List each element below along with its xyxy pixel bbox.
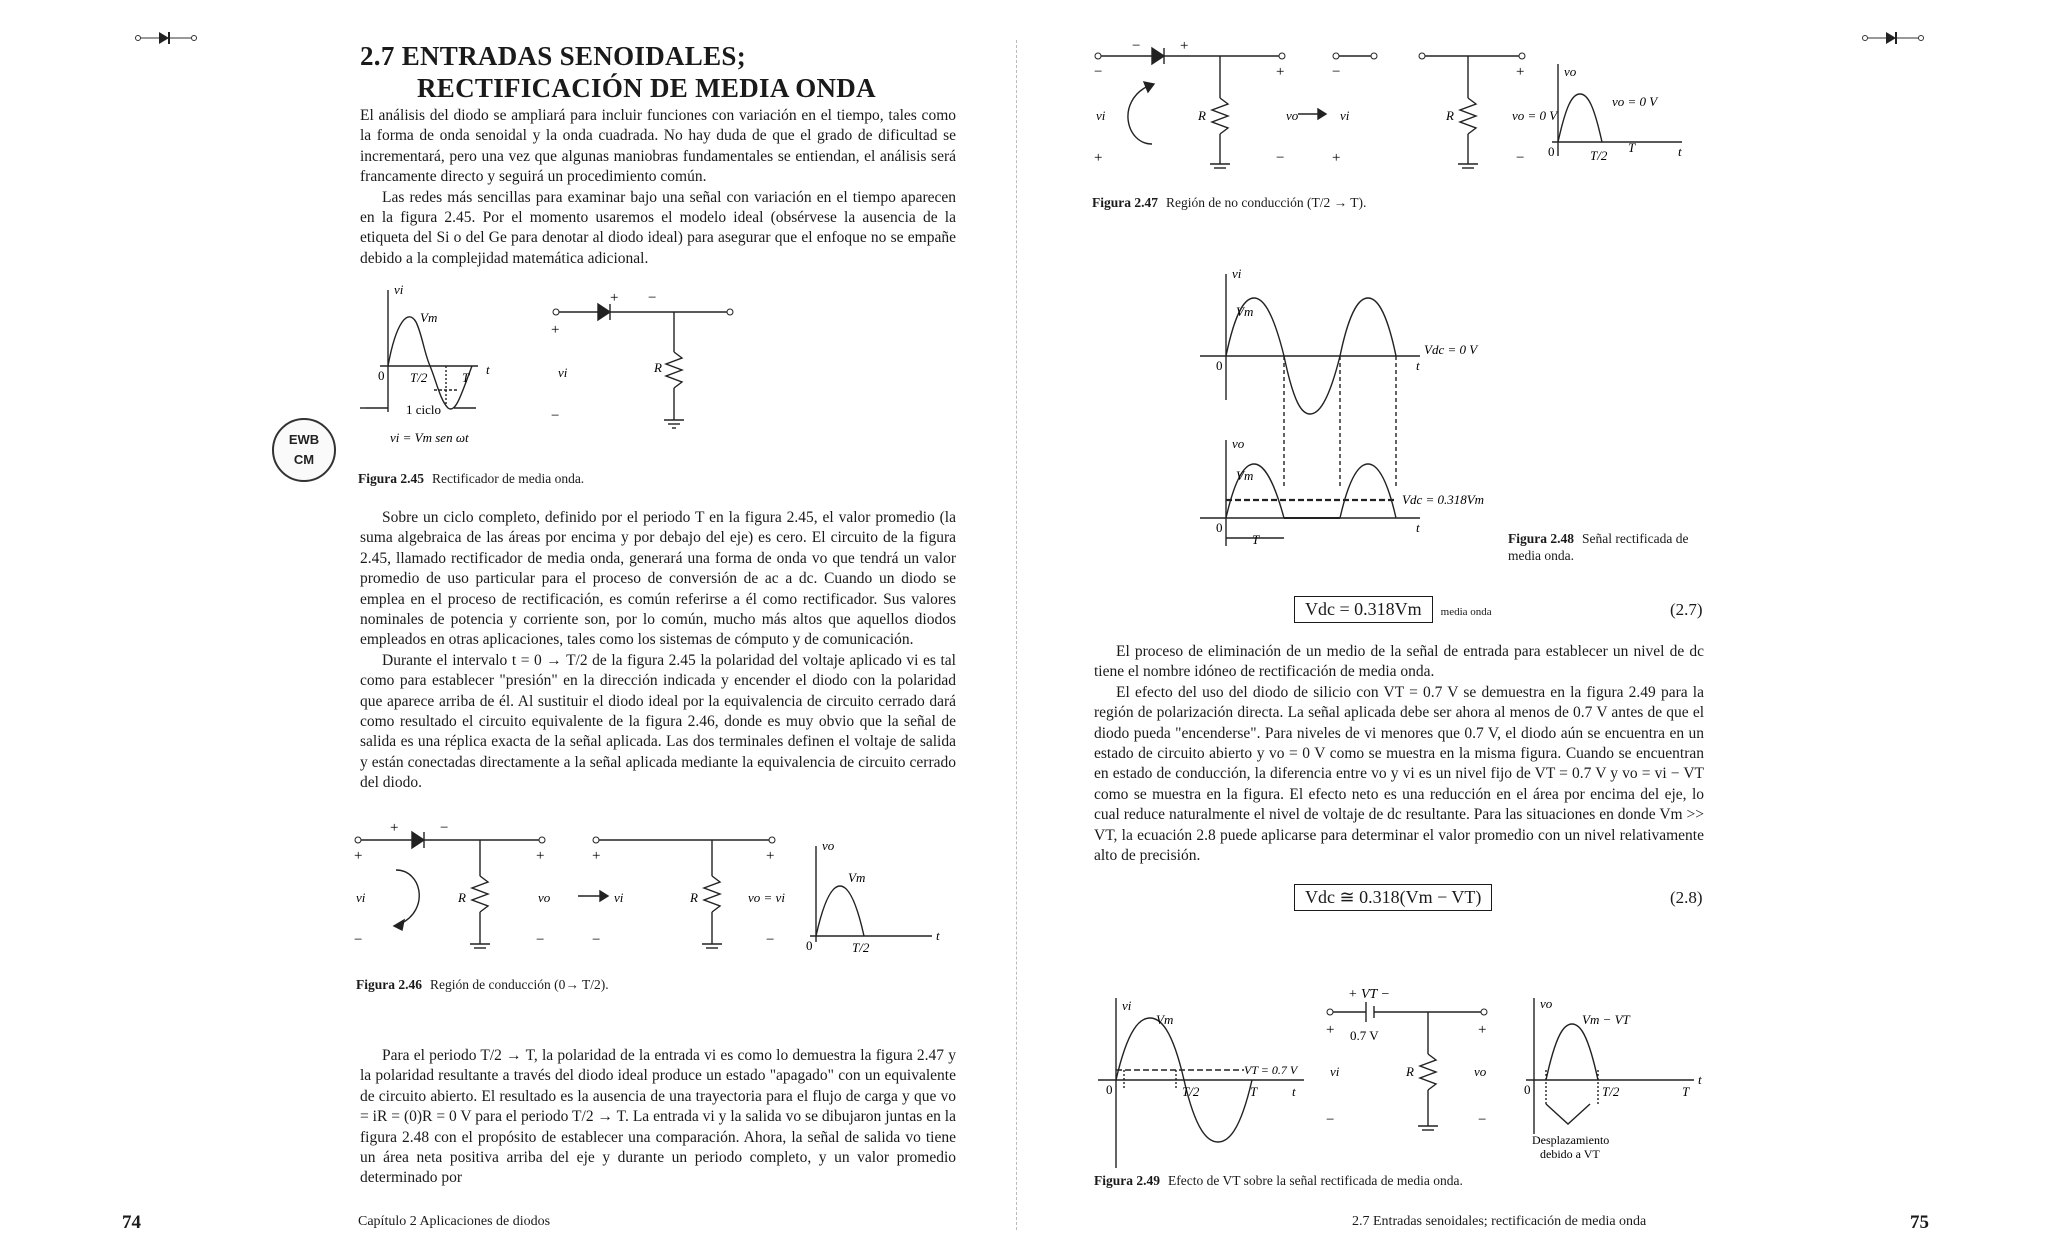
- caption-number: Figura 2.45: [358, 471, 424, 486]
- vt-polarity-label: + VT −: [1348, 987, 1390, 1002]
- vo-axis-label: vo: [822, 838, 835, 853]
- caption-text: Región de no conducción (T/2 → T).: [1166, 195, 1367, 210]
- vi-axis-label: vi: [1232, 268, 1242, 281]
- equiv-minus-sign: −: [592, 932, 601, 948]
- figure-2-45-drawing: [358, 282, 758, 462]
- caption-text: Región de conducción (0→ T/2).: [430, 977, 609, 992]
- vm-minus-vt-label: Vm − VT: [1582, 1012, 1630, 1027]
- right-page-footer: 2.7 Entradas senoidales; rectificación de media onda: [1352, 1214, 1647, 1229]
- figure-2-48-drawing: [1196, 268, 1496, 568]
- vi-axis-label: vi: [394, 282, 404, 297]
- page-gutter-divider: [1016, 40, 1017, 1230]
- left-closing-text: [360, 1046, 956, 1189]
- period-label: T: [1252, 532, 1260, 547]
- time-label: t: [486, 362, 490, 377]
- output-plus-sign: +: [1276, 64, 1285, 80]
- resistor-label: R: [654, 360, 662, 375]
- vm-label: Vm: [1236, 304, 1254, 319]
- paragraph: Para el periodo T/2 → T, la polaridad de la entrada vi es como lo demuestra la figura 2.47 y la polaridad resultante a través del diodo ideal produce un estado "apagado" con un equivalente de circuito abierto. El resultado es la ausencia de una trayectoria para el flujo de carga y que vo = iR = (0)R = 0 V para el periodo T/2 → T. La entrada vi y la salida vo se dibujaron juntas en la figura 2.48 con el propósito de establecer una comparación. Ahora, la señal de salida vo tiene un área neta positiva arriba del eje y durante un periodo completo, y un valor promedio determinado por: [360, 1047, 956, 1187]
- equation-2-7: [1294, 596, 1492, 623]
- vo-equals-vi-label: vo = vi: [748, 890, 785, 905]
- output-plus-sign: +: [1478, 1022, 1487, 1038]
- caption-number: Figura 2.46: [356, 977, 422, 992]
- vi-equivalent-label: vi: [614, 890, 624, 905]
- time-label: t: [936, 928, 940, 943]
- input-plus-sign: +: [354, 848, 363, 864]
- vi-input-label: vi: [558, 365, 568, 380]
- vo-output-label: vo: [538, 890, 551, 905]
- section-title: [360, 40, 980, 104]
- caption-text: Rectificador de media onda.: [432, 471, 585, 486]
- vdc-0318-label: Vdc = 0.318Vm: [1402, 492, 1485, 507]
- input-plus-sign: +: [1094, 150, 1103, 166]
- equation-subscript: media onda: [1440, 606, 1492, 618]
- vo-axis-label: vo: [1232, 436, 1245, 451]
- vo-axis-label: vo: [1540, 996, 1553, 1011]
- one-cycle-label: 1 ciclo: [406, 402, 442, 417]
- resistor-label: R: [1406, 1064, 1414, 1079]
- time-label: t: [1698, 1072, 1702, 1087]
- figure-2-45-caption: [358, 470, 778, 487]
- diode-minus-sign: −: [440, 820, 449, 836]
- time-label: t: [1678, 144, 1682, 159]
- paragraph: Las redes más sencillas para examinar bajo una señal con variación en el tiempo aparecen en la figura 2.45. Por el momento usaremos el modelo ideal (obsérvese la ausencia de la etiqueta del Si o del Ge para denotar al diodo ideal) para asegurar que el enfoque no se empañe debido a la complejidad matemática adicional.: [360, 188, 956, 267]
- figure-2-47-drawing: [1092, 36, 1692, 186]
- figure-2-49-caption: [1094, 1172, 1594, 1189]
- vo-zero-plot-label: vo = 0 V: [1612, 94, 1658, 109]
- figure-2-48: [1196, 268, 1496, 573]
- figure-2-46-drawing: [352, 820, 952, 970]
- t-half-label: T/2: [1590, 148, 1608, 163]
- caption-number: Figura 2.47: [1092, 195, 1158, 210]
- figure-2-46-caption: [356, 976, 856, 993]
- equiv-out-plus-sign: +: [1516, 64, 1525, 80]
- origin-label: 0: [1548, 144, 1555, 159]
- output-minus-sign: −: [1478, 1112, 1487, 1128]
- vi-input-label: vi: [356, 890, 366, 905]
- left-page-number: 74: [122, 1212, 141, 1233]
- period-label: T: [462, 370, 470, 385]
- equation-number: (2.8): [1670, 888, 1703, 907]
- resistor-label: R: [1198, 108, 1206, 123]
- origin-label: 0: [1106, 1082, 1113, 1097]
- left-main-text: [360, 508, 956, 794]
- t-half-label: T/2: [410, 370, 428, 385]
- diode-minus-sign: −: [1132, 38, 1141, 54]
- t-half-label: T/2: [852, 940, 870, 955]
- section-title-line2: RECTIFICACIÓN DE MEDIA ONDA: [417, 73, 876, 103]
- vo-output-label: vo: [1286, 108, 1299, 123]
- output-minus-sign: −: [1276, 150, 1285, 166]
- ewb-cd-badge-icon: [272, 418, 336, 482]
- right-page-number: 75: [1910, 1212, 1929, 1233]
- figure-2-46: [352, 820, 952, 992]
- time-label: t: [1292, 1084, 1296, 1099]
- equiv-out-minus-sign: −: [766, 932, 775, 948]
- input-minus-sign: −: [1094, 64, 1103, 80]
- equation-box: Vdc ≅ 0.318(Vm − VT): [1294, 884, 1492, 911]
- resistor-label: R: [458, 890, 466, 905]
- vi-axis-label: vi: [1122, 998, 1132, 1013]
- origin-label: 0: [1216, 358, 1223, 373]
- input-minus-sign: −: [551, 408, 560, 424]
- right-corner-diode-icon: [1862, 31, 1924, 50]
- caption-number: Figura 2.48: [1508, 531, 1574, 546]
- input-minus-sign: −: [354, 932, 363, 948]
- equation-2-8: [1294, 884, 1492, 911]
- right-main-text: [1094, 642, 1704, 866]
- caption-text: Señal rectificada de media onda.: [1508, 531, 1689, 563]
- vo-axis-label: vo: [1564, 64, 1577, 79]
- vm-label: Vm: [1156, 1012, 1174, 1027]
- paragraph: El efecto del uso del diodo de silicio con VT = 0.7 V se demuestra en la figura 2.49 para la región de polarización directa. La señal aplicada debe ser ahora al menos de 0.7 V antes de que el diodo pueda "encenderse". Para niveles de vi menores que 0.7 V, el diodo aún se encuentra en un estado de circuito abierto y vo = 0 V como se muestra en la misma figura. Cuando se encuentran en estado de conducción, la diferencia entre vo y vi es un nivel fijo de VT = 0.7 V y vo = vi − VT como se muestra en la figura. El efecto neto es una reducción en el área por encima del eje, lo cual reduce naturalmente el nivel de voltaje de dc resultante. Para las situaciones en donde Vm >> VT, la ecuación 2.8 puede aplicarse para determinar el valor promedio con un nivel relativamente alto de precisión.: [1094, 683, 1704, 865]
- resistor-label: R: [1446, 108, 1454, 123]
- vo-output-label: vo: [1474, 1064, 1487, 1079]
- vi-input-label: vi: [1096, 108, 1106, 123]
- figure-2-47: [1092, 36, 1692, 210]
- resistor-label: R: [690, 890, 698, 905]
- figure-2-49-drawing: [1094, 984, 1714, 1174]
- equation-box: Vdc = 0.318Vm: [1294, 596, 1433, 623]
- equiv-minus-sign: −: [1332, 64, 1341, 80]
- period-label: T: [1628, 140, 1636, 155]
- vi-equivalent-label: vi: [1340, 108, 1350, 123]
- paragraph: Sobre un ciclo completo, definido por el periodo T en la figura 2.45, el valor promedio (la suma algebraica de las áreas por encima y por debajo del eje) es cero. El circuito de la figura 2.45, llamado rectificador de media onda, generará una forma de onda vo que tendrá un valor promedio de uso particular para el proceso de conversión de ac a dc. Cuando un diodo se emplea en el proceso de rectificación, es común referirse a él como rectificador. Sus valores nominales de potencia y corriente son, por lo común, mucho más altos que aquellos diodos empleados en otras aplicaciones, tales como los sistemas de cómputo y de comunicación.: [360, 509, 956, 649]
- diode-plus-sign: +: [1180, 38, 1189, 54]
- figure-2-45: [358, 282, 758, 486]
- left-intro-text: [360, 106, 956, 269]
- paragraph: El análisis del diodo se ampliará para incluir funciones con variación en el tiempo, tales como la forma de onda senoidal y la onda cuadrada. No hay duda de que el grado de dificultad se incrementará, pero una vez que algunas maniobras fundamentales se entiendan, el análisis será francamente directo y seguirá un procedimiento común.: [360, 107, 956, 186]
- vm-output-label: Vm: [1236, 468, 1254, 483]
- vi-input-label: vi: [1330, 1064, 1340, 1079]
- vm-label: Vm: [848, 870, 866, 885]
- time-label: t: [1416, 520, 1420, 535]
- shift-label-line1: Desplazamiento: [1532, 1133, 1610, 1147]
- figure-2-48-caption: [1508, 530, 1708, 564]
- period-label: T: [1250, 1084, 1258, 1099]
- origin-label: 0: [378, 368, 385, 383]
- caption-number: Figura 2.49: [1094, 1173, 1160, 1188]
- diode-plus-sign: +: [390, 820, 399, 836]
- period-label: T: [1682, 1084, 1690, 1099]
- input-minus-sign: −: [1326, 1112, 1335, 1128]
- equiv-plus-sign: +: [592, 848, 601, 864]
- diode-plus-sign: +: [610, 290, 619, 306]
- input-plus-sign: +: [1326, 1022, 1335, 1038]
- input-plus-sign: +: [551, 322, 560, 338]
- caption-text: Efecto de VT sobre la señal rectificada de media onda.: [1168, 1173, 1463, 1188]
- time-label: t: [1416, 358, 1420, 373]
- battery-voltage-label: 0.7 V: [1350, 1028, 1379, 1043]
- t-half-label: T/2: [1182, 1084, 1200, 1099]
- vt-label: VT = 0.7 V: [1244, 1063, 1298, 1077]
- paragraph: Durante el intervalo t = 0 → T/2 de la figura 2.45 la polaridad del voltaje aplicado vi es tal como para establecer "presión" en la dirección indicada y encender el diodo con la polaridad que aparece arriba de él. Al sustituir el diodo ideal por la equivalencia de circuito cerrado dará como resultado el circuito equivalente de la figura 2.46, donde es muy obvio que la señal de salida es una réplica exacta de la señal aplicada. Las dos terminales definen el voltaje de salida y están conectadas directamente a la señal aplicada mediante la equivalencia de circuito cerrado del diodo.: [360, 651, 956, 792]
- equiv-out-minus-sign: −: [1516, 150, 1525, 166]
- shift-label-line2: debido a VT: [1540, 1147, 1600, 1161]
- paragraph: El proceso de eliminación de un medio de la señal de entrada para establecer un nivel de dc tiene el nombre idóneo de rectificación de media onda.: [1094, 643, 1704, 681]
- badge-label: EWB CM: [288, 432, 320, 467]
- figure-2-47-caption: [1092, 194, 1592, 211]
- vo-zero-label: vo = 0 V: [1512, 108, 1558, 123]
- section-title-line1: 2.7 ENTRADAS SENOIDALES;: [360, 41, 747, 71]
- equiv-plus-sign: +: [1332, 150, 1341, 166]
- diode-minus-sign: −: [648, 290, 657, 306]
- equiv-out-plus-sign: +: [766, 848, 775, 864]
- equation-number: (2.7): [1670, 600, 1703, 619]
- origin-label: 0: [1216, 520, 1223, 535]
- vdc-zero-label: Vdc = 0 V: [1424, 342, 1478, 357]
- vi-equation: vi = Vm sen ωt: [390, 430, 469, 445]
- origin-label: 0: [806, 938, 813, 953]
- origin-label: 0: [1524, 1082, 1531, 1097]
- left-page-footer: Capítulo 2 Aplicaciones de diodos: [358, 1214, 551, 1229]
- output-plus-sign: +: [536, 848, 545, 864]
- output-minus-sign: −: [536, 932, 545, 948]
- t-half-label: T/2: [1602, 1084, 1620, 1099]
- left-corner-diode-icon: [135, 31, 197, 50]
- vm-label: Vm: [420, 310, 438, 325]
- figure-2-49: [1094, 984, 1714, 1179]
